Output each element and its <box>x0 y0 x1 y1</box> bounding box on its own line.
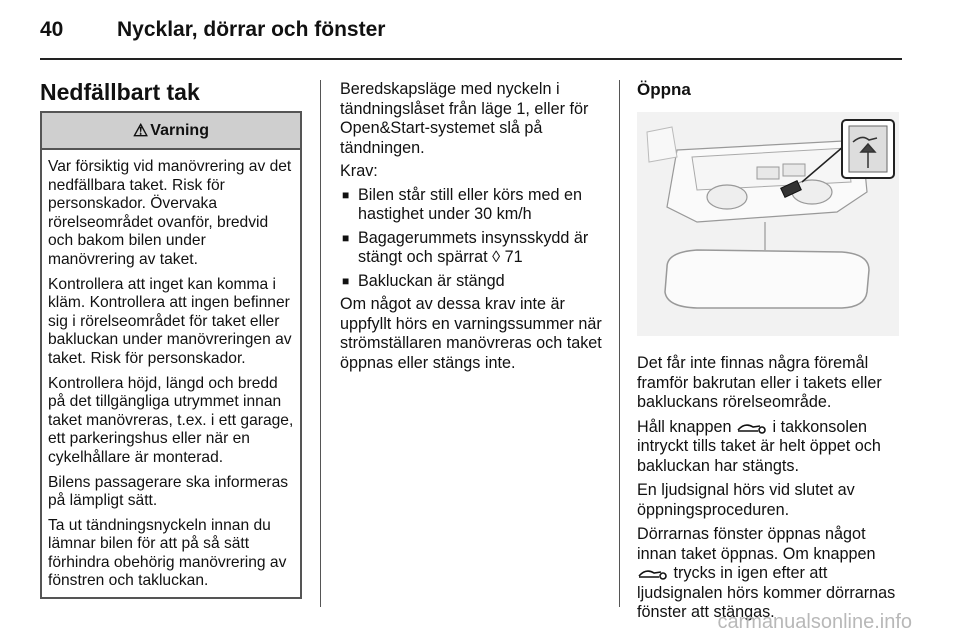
warning-triangle-icon: ⚠ <box>133 120 149 140</box>
paragraph: Håll knappen i takkonsolen intryckt tills taket är helt öppet och bakluckan har stängts. <box>637 417 881 475</box>
intro-paragraph: Beredskapsläge med nyckeln i tändningslåset från läge 1, eller för Open&Start-systemet slå på tändningen. <box>340 80 589 157</box>
page-reference[interactable]: 71 <box>504 248 523 266</box>
requirements-label: Krav: <box>340 162 378 180</box>
page-reference-icon: ◊ <box>492 248 501 266</box>
paragraph: En ljudsignal hörs vid slutet av öppningsproceduren. <box>637 481 855 519</box>
requirements-list <box>340 186 602 292</box>
page-number: 40 <box>40 18 64 41</box>
warning-title: Varning <box>150 121 209 139</box>
warning-paragraph: Var försiktig vid manövrering av det nedfällbara taket. Risk för personskador. Övervaka rörelseområdet ovanför, bredvid och bakom bilen under manövrering av taket. <box>48 158 292 268</box>
convertible-roof-icon <box>637 566 669 580</box>
warning-box <box>40 111 302 599</box>
bullet-square-icon: ■ <box>342 187 350 202</box>
page-header <box>40 18 920 48</box>
left-column <box>40 80 302 599</box>
warning-paragraph: Bilens passagerare ska informeras på lämpligt sätt. <box>48 473 289 510</box>
list-item: ■ Bagagerummets insynsskydd är stängt och spärrat ◊ 71 <box>342 228 589 266</box>
warning-paragraph: Kontrollera att inget kan komma i kläm. Kontrollera att ingen befinner sig i rörelseområdet för taket eller bakluckan under manövreringen av taket. Risk för personskador. <box>48 275 292 367</box>
bullet-square-icon: ■ <box>342 273 350 288</box>
roof-console-drawing <box>637 112 899 336</box>
roof-console-illustration <box>637 112 899 336</box>
warning-body <box>42 150 300 597</box>
warning-paragraph: Kontrollera höjd, längd och bredd på det tillgängliga utrymmet innan taket manövreras, t.ex. i ett garage, ett parkeringshus eller när en cykelhållare är monterad. <box>48 374 294 466</box>
header-rule <box>40 58 902 60</box>
closing-paragraph: Om något av dessa krav inte är uppfyllt hörs en varningssummer när strömställaren manövreras och taket öppnas eller stängs inte. <box>340 295 602 372</box>
right-column <box>637 80 899 628</box>
list-item: ■ Bilen står still eller körs med en hastighet under 30 km/h <box>342 185 583 223</box>
paragraph: Det får inte finnas några föremål framför bakrutan eller i takets eller bakluckans rörelseområde. <box>637 354 882 411</box>
chapter-title: Nycklar, dörrar och fönster <box>117 18 386 41</box>
column-divider <box>320 80 321 607</box>
bullet-square-icon: ■ <box>342 230 350 245</box>
warning-header <box>42 113 300 150</box>
convertible-roof-icon <box>736 420 768 434</box>
column-divider <box>619 80 620 607</box>
list-item: ■ Bakluckan är stängd <box>342 271 505 290</box>
warning-paragraph: Ta ut tändningsnyckeln innan du lämnar bilen för att på så sätt förhindra obehörig manövrering av fönstren och takluckan. <box>48 516 287 590</box>
watermark: carmanualsonline.info <box>717 611 912 633</box>
paragraph: Dörrarnas fönster öppnas något innan taket öppnas. Om knappen trycks in igen efter att ljudsignalen hörs kommer dörrarnas fönster att stängas. <box>637 525 896 621</box>
section-title: Nedfällbart tak <box>40 79 200 105</box>
middle-column <box>340 80 602 377</box>
sub-title: Öppna <box>637 80 691 99</box>
